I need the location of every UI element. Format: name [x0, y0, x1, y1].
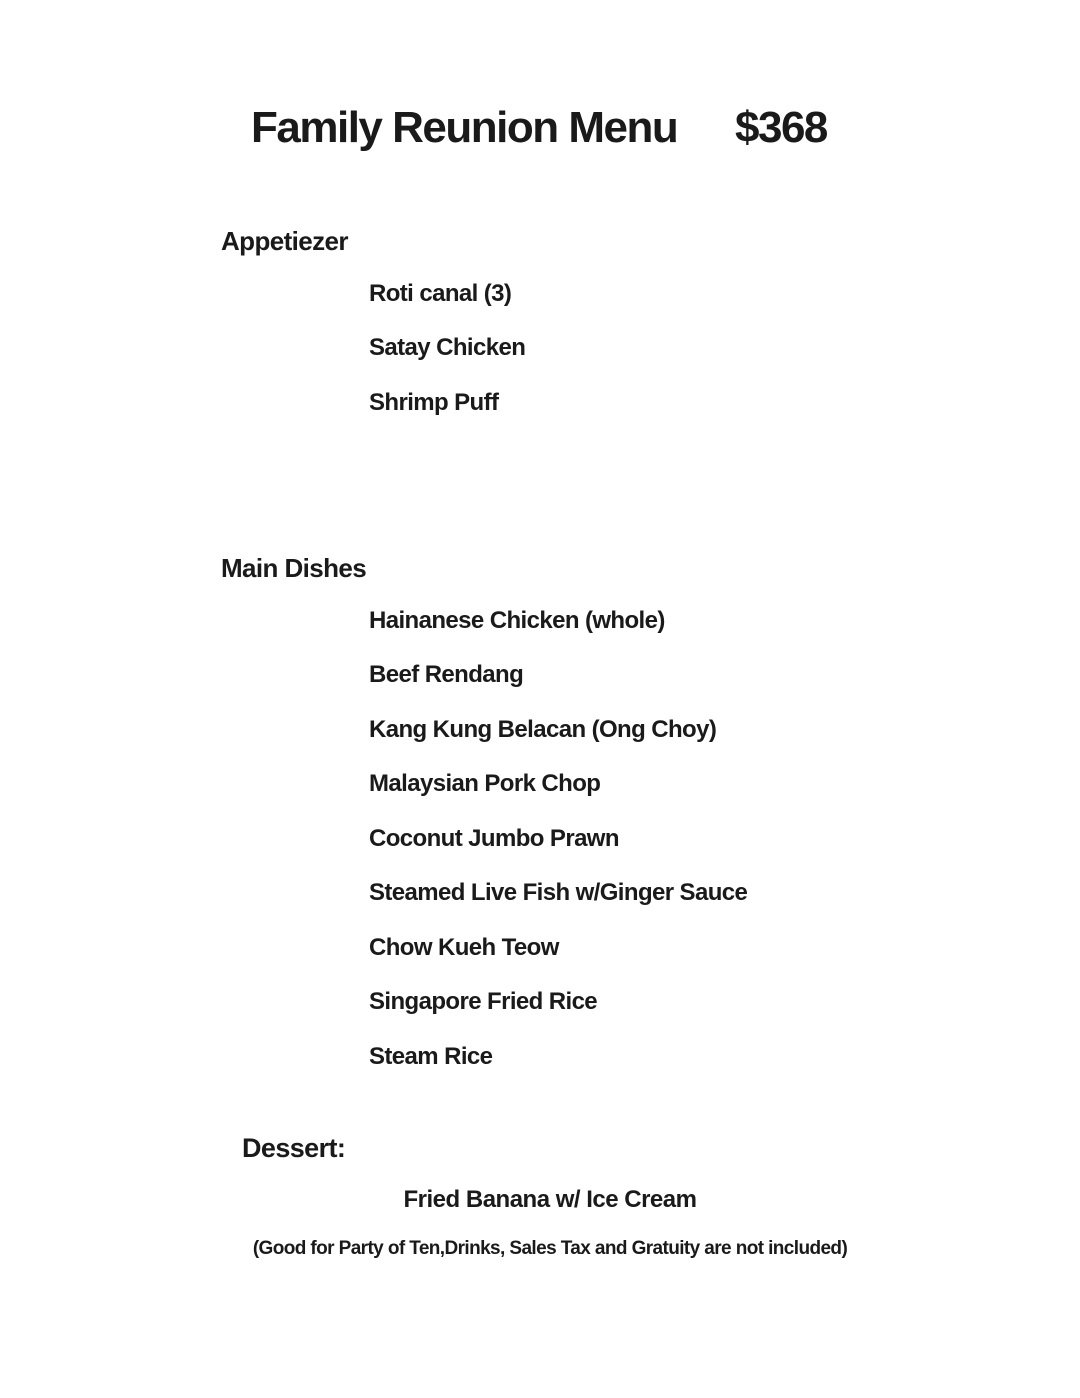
menu-item: Malaysian Pork Chop — [369, 770, 601, 797]
footer-note: (Good for Party of Ten,Drinks, Sales Tax and Gratuity are not included) — [252, 1238, 848, 1259]
menu-item: Roti canal (3) — [369, 280, 512, 307]
menu-item: Chow Kueh Teow — [369, 934, 559, 961]
menu-title: Family Reunion Menu — [251, 103, 678, 152]
menu-item: Hainanese Chicken (whole) — [369, 607, 665, 634]
menu-item: Shrimp Puff — [369, 389, 499, 416]
section-heading-main-dishes: Main Dishes — [221, 553, 367, 583]
menu-item: Steam Rice — [369, 1043, 493, 1070]
section-heading-dessert: Dessert: — [242, 1133, 346, 1163]
menu-item: Coconut Jumbo Prawn — [369, 825, 619, 852]
menu-item: Singapore Fried Rice — [369, 988, 598, 1015]
menu-price: $368 — [735, 103, 827, 152]
menu-item: Kang Kung Belacan (Ong Choy) — [369, 716, 717, 743]
menu-item: Steamed Live Fish w/Ginger Sauce — [369, 879, 748, 906]
section-heading-appetizer: Appetiezer — [221, 226, 348, 256]
dessert-item: Fried Banana w/ Ice Cream — [403, 1186, 697, 1213]
menu-item: Satay Chicken — [369, 334, 526, 361]
menu-item: Beef Rendang — [369, 661, 524, 688]
